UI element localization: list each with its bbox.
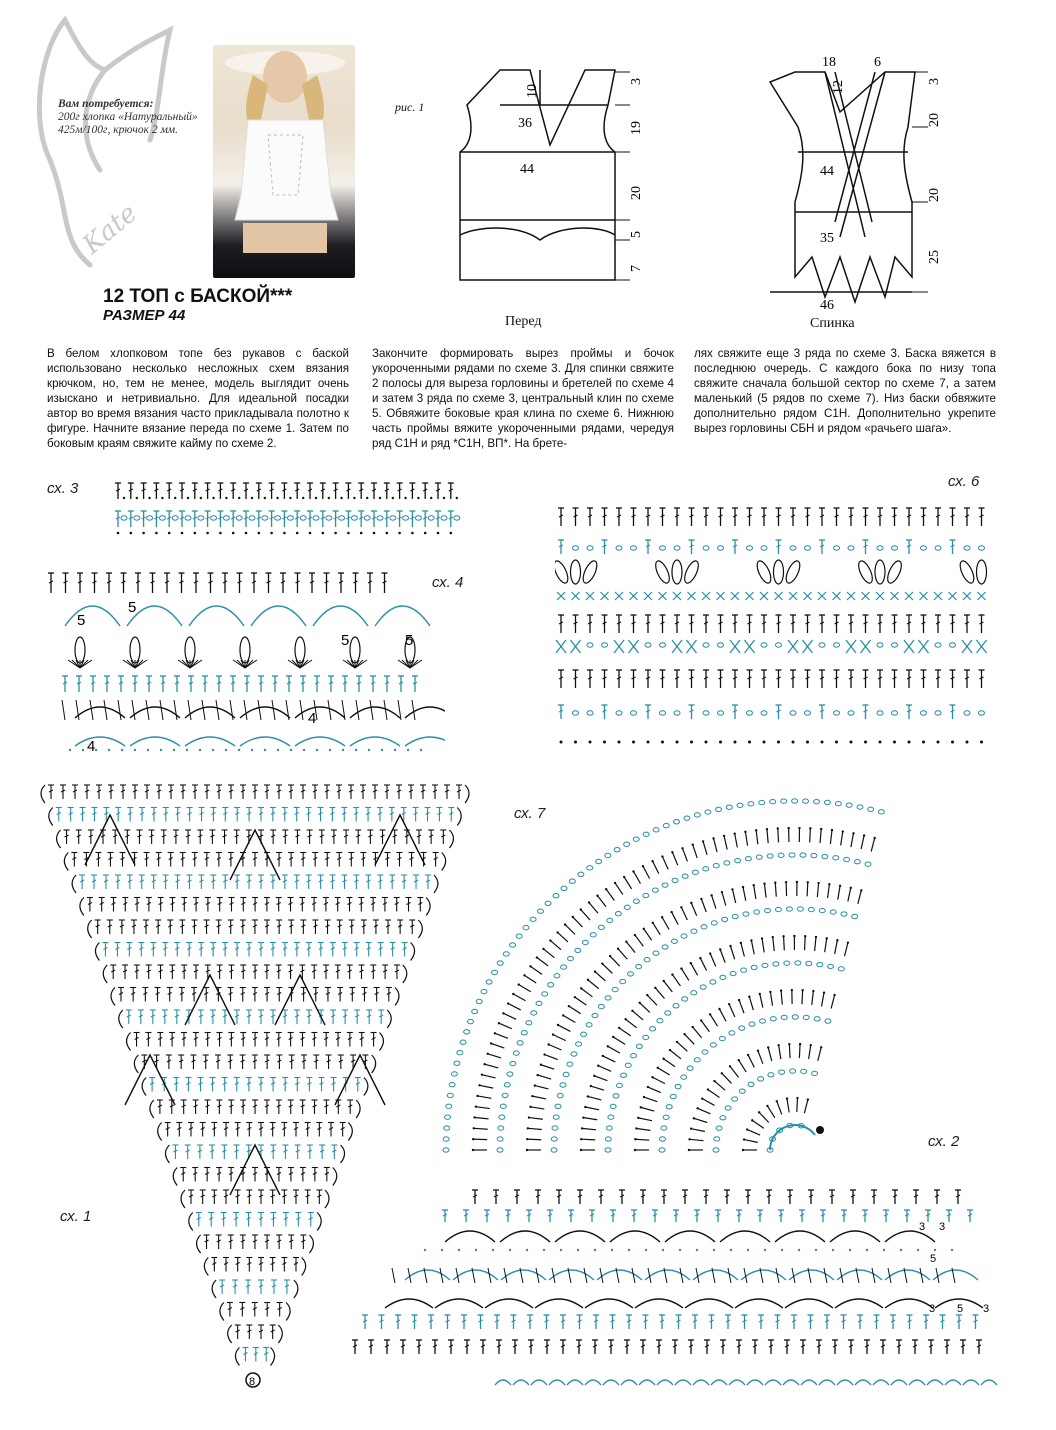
front-schematic bbox=[440, 60, 670, 300]
scheme-4-label: сх. 4 bbox=[432, 574, 464, 591]
s2-num-6: 3 bbox=[983, 1303, 990, 1315]
s4-num-4: 5 bbox=[405, 632, 414, 649]
s2-num-4: 3 bbox=[929, 1303, 936, 1315]
materials-title: Вам потребуется: bbox=[58, 98, 154, 110]
page-title: 12 ТОП с БАСКОЙ*** bbox=[103, 286, 293, 307]
scheme-7-chart bbox=[425, 785, 1015, 1170]
back-side-25: 25 bbox=[927, 250, 942, 264]
back-dim-44: 44 bbox=[820, 164, 834, 179]
scheme-2-chart bbox=[345, 1180, 1005, 1395]
front-dim-44: 44 bbox=[520, 162, 534, 177]
s4-num-3: 5 bbox=[341, 632, 350, 649]
s2-num-1: 3 bbox=[919, 1221, 926, 1233]
front-side-7: 7 bbox=[629, 265, 644, 272]
front-caption: Перед bbox=[505, 314, 542, 329]
s4-num-2: 5 bbox=[128, 599, 137, 616]
front-side-20: 20 bbox=[629, 186, 644, 200]
materials-text: 200г хлопка «Натуральный» 425м/100г, крючок 2 мм. bbox=[58, 111, 198, 136]
back-side-20a: 20 bbox=[927, 113, 942, 127]
s4-num-5: 4 bbox=[308, 710, 317, 727]
back-caption: Спинка bbox=[810, 316, 855, 331]
front-side-3: 3 bbox=[629, 78, 644, 85]
s2-num-3: 5 bbox=[930, 1253, 937, 1265]
back-side-3: 3 bbox=[927, 78, 942, 85]
front-side-5: 5 bbox=[629, 231, 644, 238]
s2-num-2: 3 bbox=[939, 1221, 946, 1233]
scheme-4-chart bbox=[45, 568, 445, 758]
s4-num-1: 5 bbox=[77, 612, 86, 629]
size-label: РАЗМЕР 44 bbox=[103, 307, 186, 324]
back-schematic bbox=[740, 52, 970, 312]
back-dim-12: 12 bbox=[831, 80, 846, 94]
model-photo bbox=[213, 45, 355, 278]
scheme-3-chart bbox=[110, 478, 470, 538]
s4-num-6: 4 bbox=[87, 738, 96, 755]
s2-num-5: 5 bbox=[957, 1303, 964, 1315]
kate-watermark bbox=[10, 10, 185, 280]
front-side-19: 19 bbox=[629, 121, 644, 135]
scheme-2-label: сх. 2 bbox=[928, 1133, 960, 1150]
instructions-col-2: Закончите формировать вырез проймы и бочок укороченными рядами по схеме 3. Для спинки свяжите 2 полосы для выреза горловины и бретелей по схеме 4 и затем 3 ряда по схеме 3, центральный клин по схеме 5. Обвяжите боковые края клина по схеме 6. Нижнюю часть проймы вяжите укороченными рядами, чередуя ряд С1Н и ряд *С1Н, ВП*. На брете- bbox=[372, 347, 674, 450]
watermark-text: Kate bbox=[77, 198, 144, 261]
front-dim-10: 10 bbox=[525, 84, 540, 98]
scheme-1-label: сх. 1 bbox=[60, 1208, 92, 1225]
back-top-6: 6 bbox=[874, 55, 881, 70]
figure-label: рис. 1 bbox=[395, 100, 425, 114]
scheme-3-label: сх. 3 bbox=[47, 480, 79, 497]
scheme-6-chart bbox=[555, 500, 995, 755]
instructions-col-1: В белом хлопковом топе без рукавов с баской использовано несколько несложных схем вязания крючком, но, тем не менее, модель выглядит очень изыскано и нетривиально. Для идеальной посадки автор во время вязания часто прикладывала полотно к фигуре. Начните вязание переда по схеме 1. Затем по боковым краям свяжите кайму по схеме 2. bbox=[47, 347, 349, 450]
model-illustration bbox=[213, 45, 355, 278]
s1-start-num: 8 bbox=[249, 1376, 256, 1388]
instructions-col-3: лях свяжите еще 3 ряда по схеме 3. Баска вяжется в последнюю очередь. С каждого бока по низу топа свяжите сначала большой сектор по схеме 7, а затем маленький (5 рядов по схеме 7). Низ баски обвяжите дополнительно рядом С1Н. Дополнительно укрепите вырез горловины СБН и рядом «рачьего шага». bbox=[694, 347, 996, 435]
back-dim-35: 35 bbox=[820, 231, 834, 246]
back-dim-46: 46 bbox=[820, 298, 834, 312]
front-dim-36: 36 bbox=[518, 116, 532, 131]
materials-note bbox=[58, 98, 198, 137]
back-side-20b: 20 bbox=[927, 188, 942, 202]
scheme-6-label: сх. 6 bbox=[948, 473, 980, 490]
scheme-7-label: сх. 7 bbox=[514, 805, 546, 822]
back-top-18: 18 bbox=[822, 55, 836, 70]
